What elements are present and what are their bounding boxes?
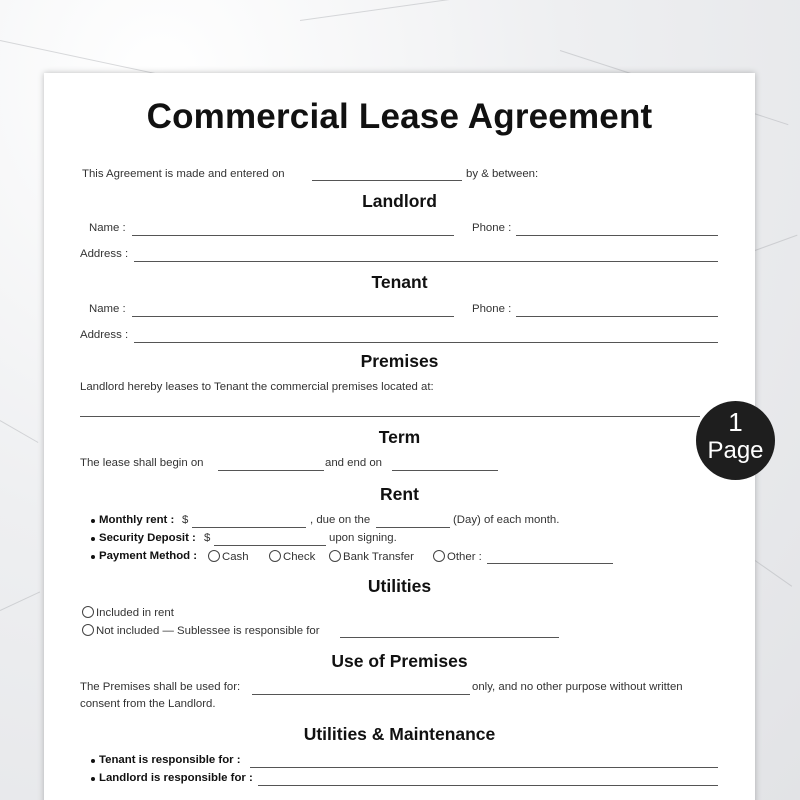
use-of-premises-heading: Use of Premises (331, 651, 468, 671)
marble-vein (300, 0, 617, 21)
utilities-not-included-option[interactable]: Not included — Sublessee is responsible for (82, 624, 320, 637)
use-of-premises-text-after: only, and no other purpose without written (472, 681, 683, 693)
monthly-rent-currency: $ (182, 514, 189, 526)
tenant-address-field[interactable] (134, 342, 718, 343)
landlord-responsibility-label: Landlord is responsible for : (99, 772, 253, 784)
page-count-badge (696, 401, 775, 480)
premises-address-field[interactable] (80, 416, 700, 417)
radio-button-icon[interactable] (82, 624, 94, 636)
term-end-date-field[interactable] (392, 470, 498, 471)
radio-button-icon[interactable] (208, 550, 220, 562)
bullet (91, 759, 95, 763)
payment-method-label: Payment Method : (99, 550, 198, 562)
page-count-number: 1 (728, 407, 743, 437)
intro-suffix-text: by & between: (466, 168, 539, 180)
security-deposit-label: Security Deposit : (99, 532, 196, 544)
landlord-address-field[interactable] (134, 261, 718, 262)
payment-option-check[interactable]: Check (269, 550, 315, 563)
rent-heading: Rent (380, 484, 419, 504)
tenant-heading: Tenant (371, 272, 428, 292)
bullet (91, 519, 95, 523)
premises-heading: Premises (360, 351, 439, 371)
marble-vein (0, 591, 40, 611)
rent-due-day-field[interactable] (376, 527, 450, 528)
use-of-premises-text: The Premises shall be used for: (80, 681, 241, 693)
landlord-phone-label: Phone : (472, 222, 512, 234)
tenant-responsibility-field[interactable] (250, 767, 718, 768)
payment-option-other[interactable]: Other : (433, 550, 482, 563)
payment-option-cash[interactable]: Cash (208, 550, 249, 563)
payment-option-bank-transfer[interactable]: Bank Transfer (329, 550, 414, 563)
term-heading: Term (378, 427, 421, 447)
radio-button-icon[interactable] (329, 550, 341, 562)
radio-button-icon[interactable] (269, 550, 281, 562)
term-begin-label: The lease shall begin on (80, 457, 204, 469)
use-of-premises-text-line2: consent from the Landlord. (80, 698, 216, 710)
landlord-name-field[interactable] (132, 235, 454, 236)
tenant-name-label: Name : (89, 303, 126, 315)
monthly-rent-label: Monthly rent : (99, 514, 175, 526)
monthly-rent-field[interactable] (192, 527, 306, 528)
marble-vein (755, 235, 798, 251)
utilities-responsibility-field[interactable] (340, 637, 559, 638)
bullet (91, 537, 95, 541)
landlord-heading: Landlord (362, 191, 437, 211)
premises-text: Landlord hereby leases to Tenant the commercial premises located at: (80, 381, 434, 393)
marble-vein (0, 420, 38, 443)
bullet (91, 555, 95, 559)
security-deposit-suffix: upon signing. (329, 532, 397, 544)
landlord-name-label: Name : (89, 222, 126, 234)
monthly-rent-due-text: , due on the (310, 514, 371, 526)
term-start-date-field[interactable] (218, 470, 324, 471)
monthly-rent-suffix: (Day) of each month. (453, 514, 560, 526)
utilities-heading: Utilities (367, 576, 432, 596)
security-deposit-currency: $ (204, 532, 211, 544)
intro-text: This Agreement is made and entered on (82, 168, 285, 180)
term-end-label: and end on (325, 457, 383, 469)
utilities-included-option[interactable]: Included in rent (82, 606, 174, 619)
tenant-responsibility-label: Tenant is responsible for : (99, 754, 241, 766)
security-deposit-field[interactable] (214, 545, 326, 546)
tenant-phone-field[interactable] (516, 316, 718, 317)
tenant-address-label: Address : (80, 329, 129, 341)
tenant-phone-label: Phone : (472, 303, 512, 315)
agreement-date-field[interactable] (312, 180, 462, 181)
lease-document-page (44, 73, 755, 800)
utilities-maintenance-heading: Utilities & Maintenance (303, 724, 496, 744)
page-count-label: Page (707, 437, 764, 464)
payment-other-field[interactable] (487, 563, 613, 564)
landlord-phone-field[interactable] (516, 235, 718, 236)
bullet (91, 777, 95, 781)
tenant-name-field[interactable] (132, 316, 454, 317)
radio-button-icon[interactable] (433, 550, 445, 562)
document-title: Commercial Lease Agreement (146, 97, 653, 136)
marble-vein (755, 560, 792, 587)
landlord-responsibility-field[interactable] (258, 785, 718, 786)
premises-use-field[interactable] (252, 694, 470, 695)
landlord-address-label: Address : (80, 248, 129, 260)
radio-button-icon[interactable] (82, 606, 94, 618)
